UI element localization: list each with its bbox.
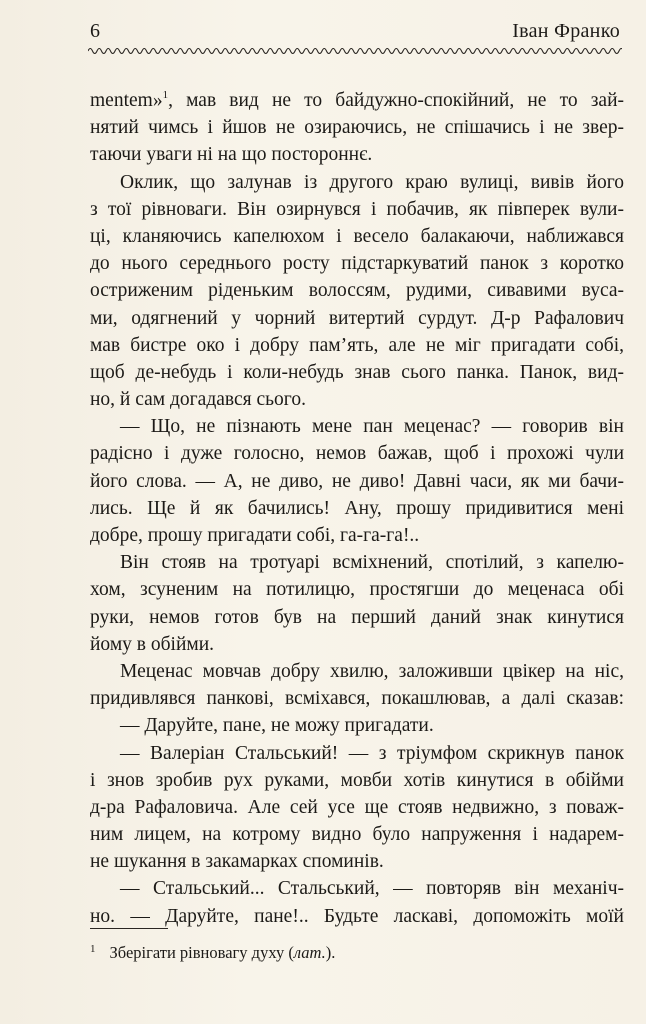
text-line-22: Меценас мовчав добру хвилю, заложивши цвікер на ніс, [120,660,624,682]
text-line-29: не шукання в закамарках споминів. [90,851,384,873]
body-text [90,87,624,930]
text-line-28: ним лицем, на котрому видно було напруження і надарем- [90,824,624,846]
text-line-19: хом, зсуненим на потилицю, простягши до меценаса обі [90,579,624,601]
text-line-5: з тої рівноваги. Він озирнувся і побачив, як півперек вули- [90,198,624,220]
text-line-14: радісно і дуже голосно, немов бажав, щоб і прохожі чули [90,443,624,465]
text-line-10: мав бистре око і добру пам’ять, але не міг пригадати собі, [90,334,624,356]
text-line-24: — Даруйте, пане, не можу пригадати. [120,715,434,737]
text-line-18: Він стояв на тротуарі всміхнений, спотілий, з капелю- [120,552,624,574]
text-line-17: добре, прошу пригадати собі, га-га-га!.. [90,525,420,546]
text-line-9: ми, одягнений у чорний витертий сурдут. Д-р Рафалович [90,307,624,329]
page-number: 6 [90,20,100,42]
footnote-reference: 1 [162,89,169,101]
text-line-7: до нього середнього росту підстаркуватий панок з коротко [90,253,624,275]
text-line-31: но. — Даруйте, пане!.. Будьте ласкаві, допоможіть моїй [90,905,624,927]
text-line-13: — Що, не пізнають мене пан меценас? — говорив він [120,416,624,438]
text-line-3: таючи уваги ні на що постороннє. [90,144,373,166]
text-line-30: — Стальський... Стальський, — повторяв він механіч- [120,878,624,900]
text-line-8: остриженим ріденьким волоссям, рудими, сивавими вуса- [90,280,624,302]
text-line-16: лись. Ще й як бачились! Ану, прошу придивитися мені [90,497,624,519]
text-line-12: но, й сам догадався сього. [90,389,306,411]
text-line-6: ці, кланяючись капелюхом і весело балакаючи, наближався [90,225,624,247]
footnote-divider [90,928,168,929]
footnote: $^1$ Зберігати рівновагу духу (лат.). [90,943,336,962]
decorative-wavy-rule [88,44,622,58]
footnote-mark: 1 [90,943,96,955]
text-line-2: нятий чимсь і йшов не озираючись, не спішачись і не звер- [90,117,624,139]
text-line-21: йому в обійми. [90,633,215,655]
text-line-23: придивлявся панкові, всміхався, покашлював, а далі сказав: [90,688,624,710]
text-line-11: щоб де-небудь і коли-небудь знав сього панка. Панок, вид- [90,361,624,383]
text-line-15: його слова. — А, не диво, не диво! Давні часи, як ми бачи- [90,470,624,492]
page-header [0,0,646,62]
text-line-25: — Валеріан Стальський! — з тріумфом скрикнув панок [120,742,624,764]
running-title: Іван Франко [512,20,620,42]
text-line-20: руки, немов готов був на перший даний знак кинутися [90,606,624,628]
text-line-1: mentem»$^1$, мав вид не то байдужно-спокійний, не то зай- [90,89,624,111]
text-line-4: Оклик, що залунав із другого краю вулиці, вивів його [120,171,624,193]
text-line-27: д-ра Рафаловича. Але сей усе ще стояв недвижно, з поваж- [90,796,624,818]
text-line-26: і знов зробив рух руками, мовби хотів кинутися в обійми [90,769,624,791]
